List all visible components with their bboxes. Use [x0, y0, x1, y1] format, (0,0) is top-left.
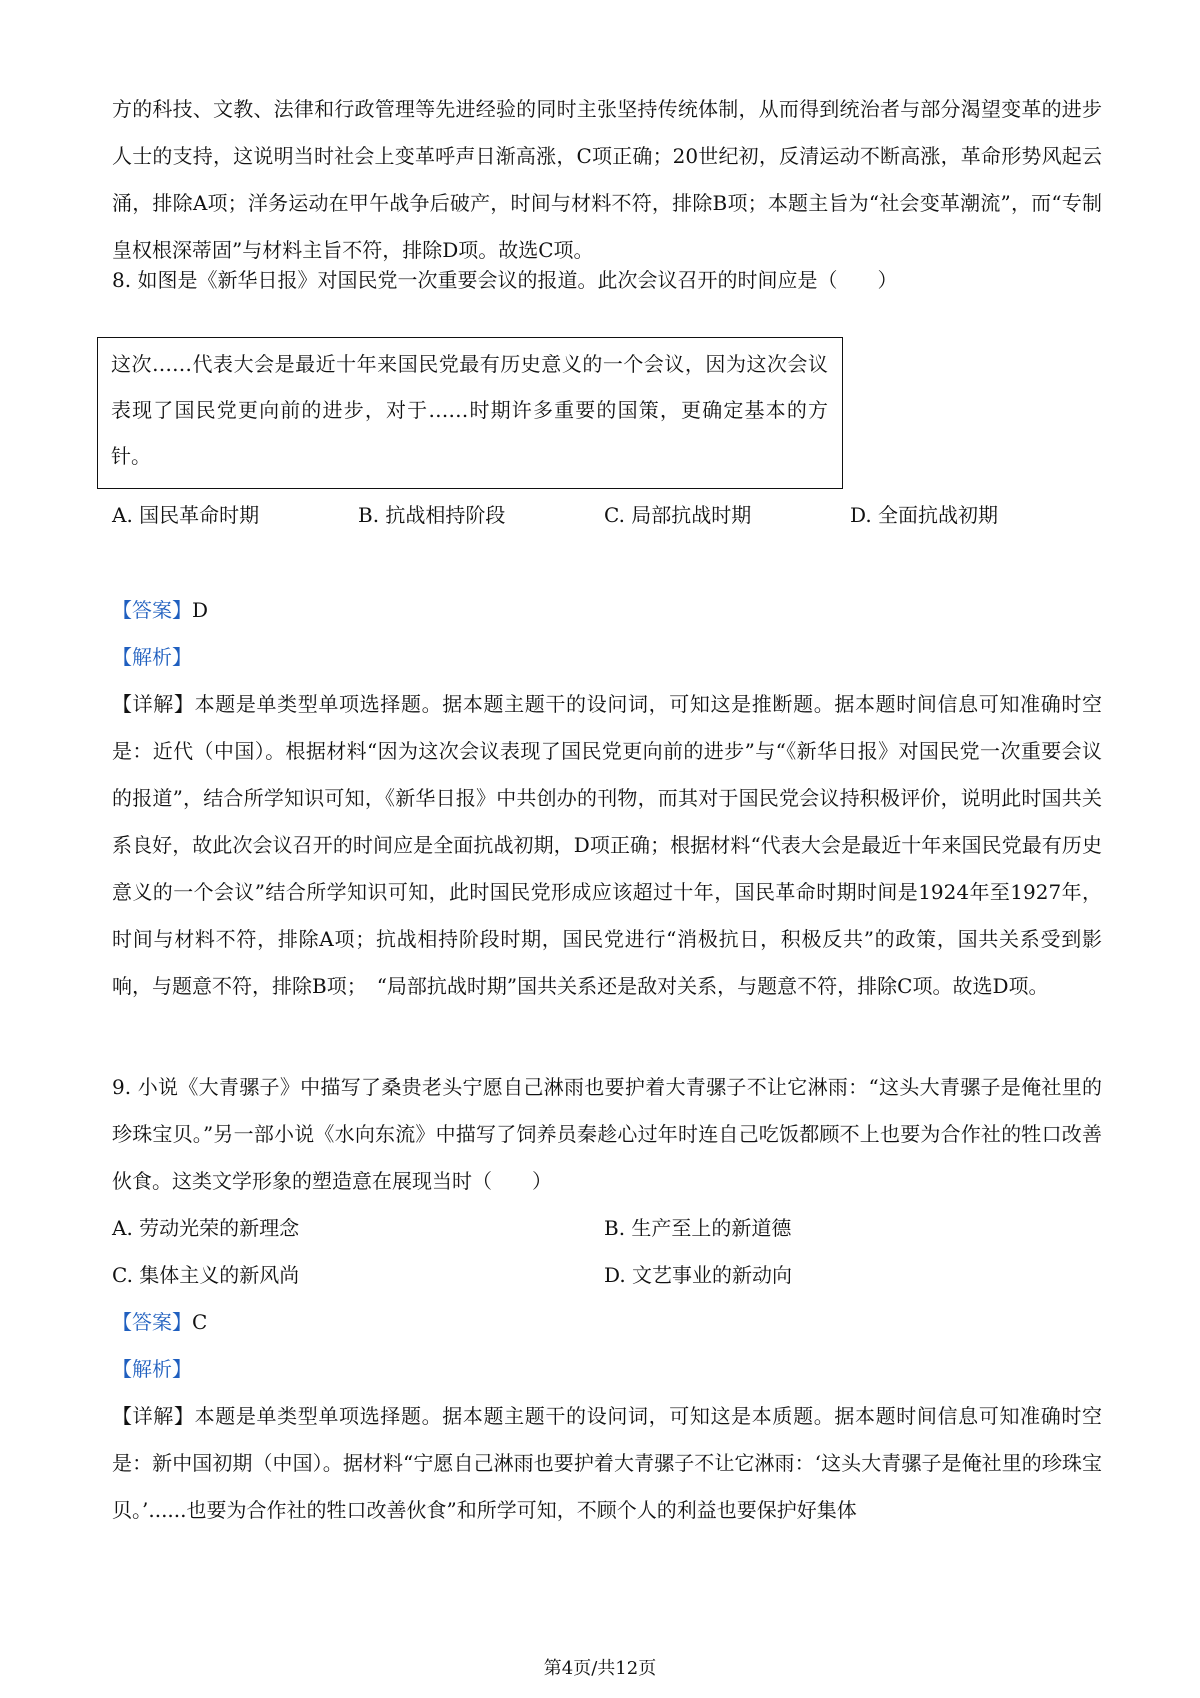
q9-option-c: C. 集体主义的新风尚: [112, 1263, 300, 1287]
q8-option-c: C. 局部抗战时期: [604, 503, 752, 527]
q9-answer-value: C: [192, 1310, 208, 1334]
q8-option-d: D. 全面抗战初期: [850, 503, 999, 527]
q9-detail: [112, 1393, 1102, 1534]
q8-answer-label: 【答案】: [112, 598, 192, 622]
q9-option-d: D. 文艺事业的新动向: [604, 1263, 793, 1287]
q8-option-a: A. 国民革命时期: [112, 503, 260, 527]
q8-answer: [112, 587, 208, 634]
q9-option-b: B. 生产至上的新道德: [604, 1216, 792, 1240]
question-9-stem: 9. 小说《大青骡子》中描写了桑贵老头宁愿自己淋雨也要护着大青骡子不让它淋雨：“这头大青骡子是俺社里的珍珠宝贝。”另一部小说《水向东流》中描写了饲养员秦趁心过年时连自己吃饭都顾不上也要为合作社的牲口改善伙食。这类文学形象的塑造意在展现当时（ ）: [112, 1075, 1102, 1193]
q8-detail: [112, 681, 1102, 1010]
q8-detail-text: 本题是单类型单项选择题。据本题主题干的设问词，可知这是推断题。据本题时间信息可知准确时空是：近代（中国）。根据材料“因为这次会议表现了国民党更向前的进步”与“《新华日报》对国民党一次重要会议的报道”，结合所学知识可知，《新华日报》中共创办的刊物，而其对于国民党会议持积极评价，说明此时国共关系良好，故此次会议召开的时间应是全面抗战初期，D项正确；根据材料“代表大会是最近十年来国民党最有历史意义的一个会议”结合所学知识可知，此时国民党形成应该超过十年，国民革命时期时间是1924年至1927年，时间与材料不符，排除A项；抗战相持阶段时期，国民党进行“消极抗日，积极反共”的政策，国共关系受到影响，与题意不符，排除B项； “局部抗战时期”国共关系还是敌对关系，与题意不符，排除C项。故选D项。: [112, 692, 1103, 998]
page-number-footer: 第4页/共12页: [543, 1658, 657, 1679]
q9-analysis-label: 【解析】: [112, 1357, 192, 1381]
q8-answer-value: D: [192, 598, 209, 622]
newspaper-quote-box: 这次……代表大会是最近十年来国民党最有历史意义的一个会议，因为这次会议表现了国民党更向前的进步，对于……时期许多重要的国策，更确定基本的方针。: [97, 337, 843, 489]
previous-answer-analysis: 方的科技、文教、法律和行政管理等先进经验的同时主张坚持传统体制，从而得到统治者与部分渴望变革的进步人士的支持，这说明当时社会上变革呼声日渐高涨，C项正确；20世纪初，反清运动不断高涨，革命形势风起云涌，排除A项；洋务运动在甲午战争后破产，时间与材料不符，排除B项；本题主旨为“社会变革潮流”，而“专制皇权根深蒂固”与材料主旨不符，排除D项。故选C项。: [112, 97, 1102, 262]
q9-detail-text: 本题是单类型单项选择题。据本题主题干的设问词，可知这是本质题。据本题时间信息可知准确时空是：新中国初期（中国）。据材料“宁愿自己淋雨也要护着大青骡子不让它淋雨：‘这头大青骡子是俺社里的珍珠宝贝。’......也要为合作社的牲口改善伙食”和所学可知，不顾个人的利益也要保护好集体: [112, 1404, 1103, 1522]
q8-option-b: B. 抗战相持阶段: [358, 503, 506, 527]
q9-answer-label: 【答案】: [112, 1310, 192, 1334]
q9-answer: [112, 1299, 207, 1346]
q9-detail-label: 【详解】: [112, 1404, 195, 1428]
q9-option-a: A. 劳动光荣的新理念: [112, 1216, 300, 1240]
q8-detail-label: 【详解】: [112, 692, 195, 716]
q8-analysis-label: 【解析】: [112, 645, 192, 669]
question-8-stem: 8. 如图是《新华日报》对国民党一次重要会议的报道。此次会议召开的时间应是（ ）: [112, 268, 898, 292]
